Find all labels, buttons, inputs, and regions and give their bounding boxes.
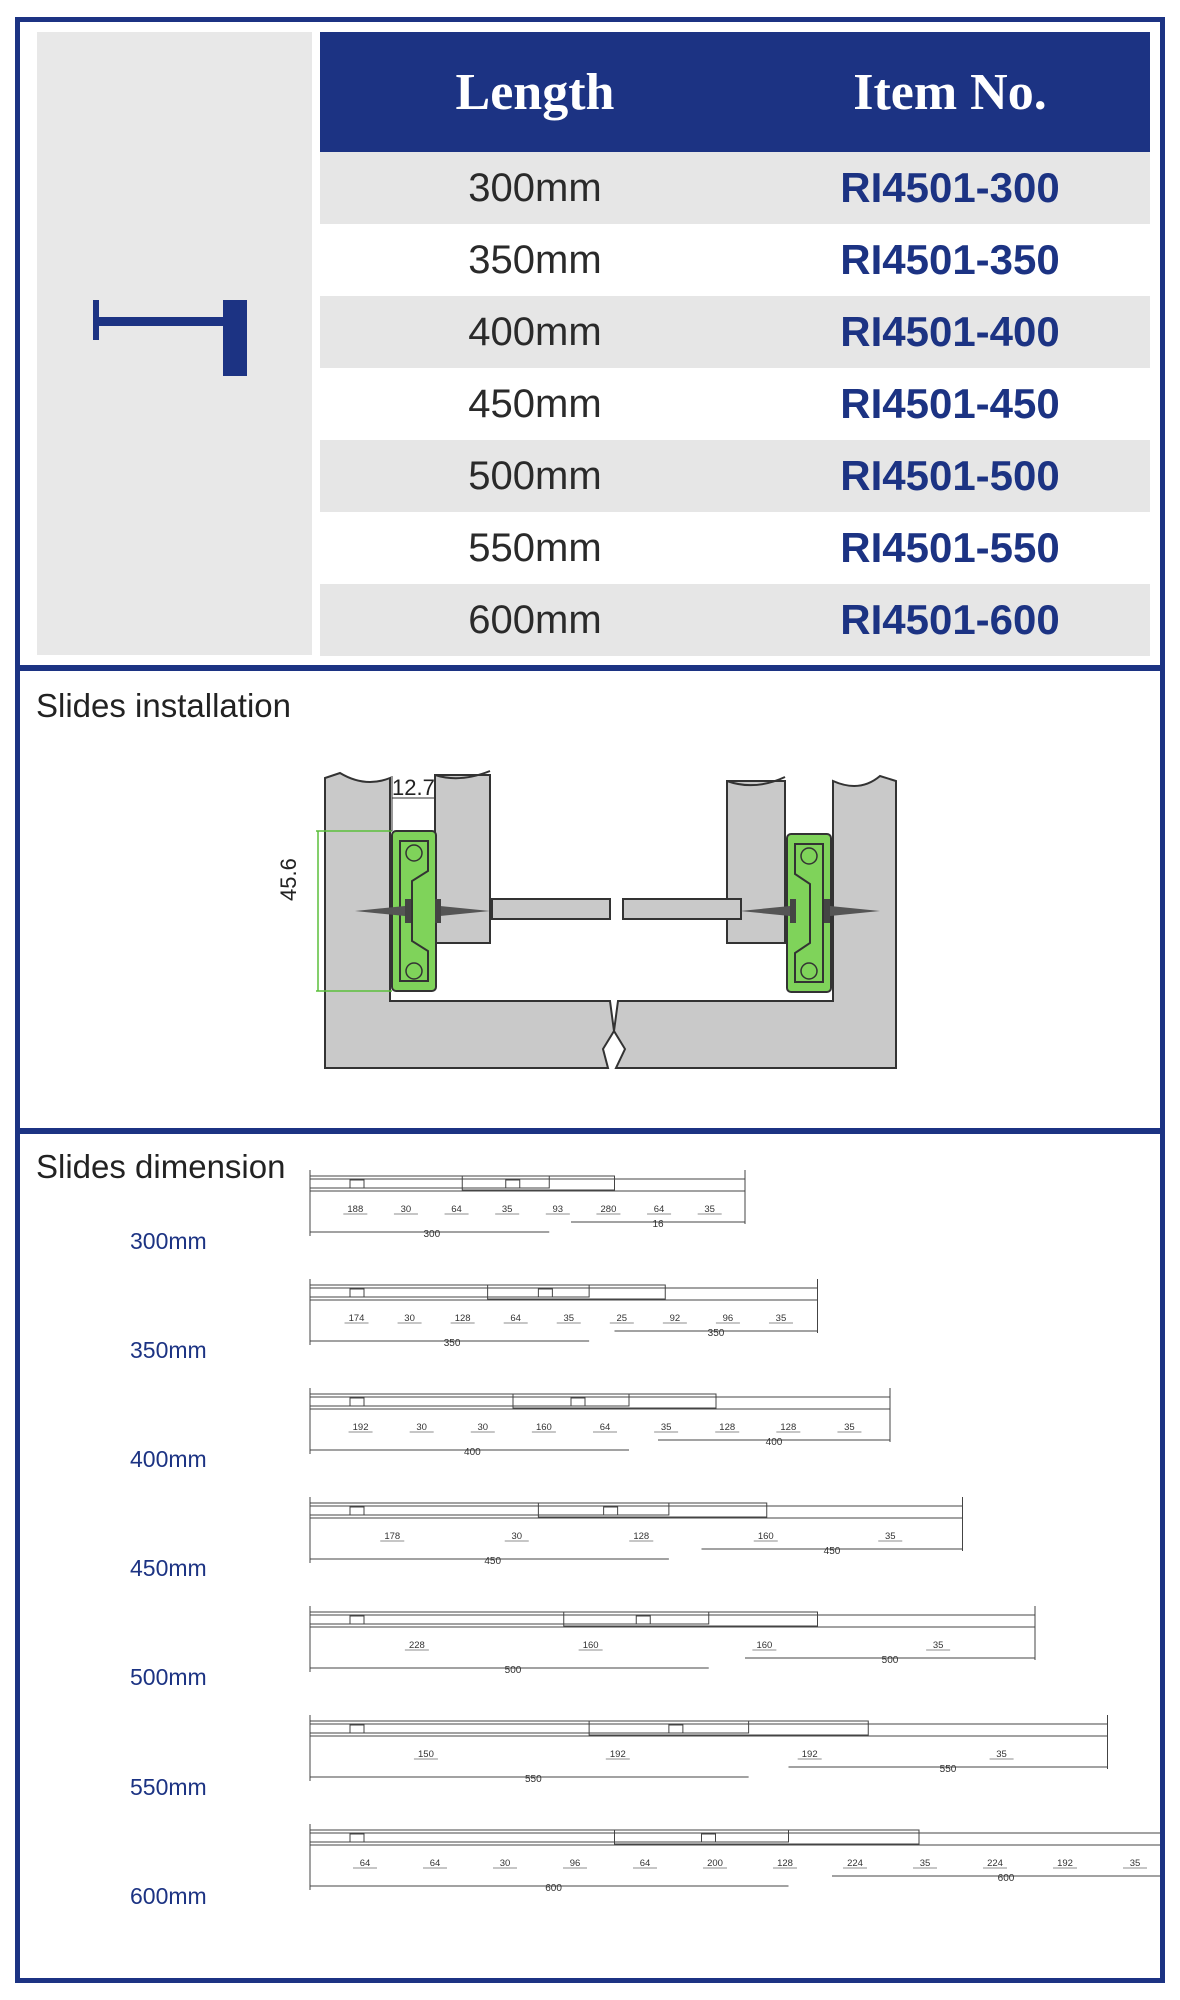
dimension-value-label: 30 bbox=[416, 1422, 427, 1433]
mount-hole bbox=[350, 1398, 364, 1406]
dimension-value-label: 188 bbox=[347, 1204, 364, 1215]
total-length-label: 400 bbox=[464, 1447, 481, 1458]
dimension-value-label: 128 bbox=[454, 1313, 471, 1324]
dimension-value-label: 30 bbox=[400, 1204, 412, 1215]
dimension-section bbox=[20, 1134, 1160, 1978]
dimension-value-label: 160 bbox=[756, 1640, 773, 1651]
dimension-value-label: 35 bbox=[932, 1640, 944, 1651]
dimension-value-label: 92 bbox=[669, 1313, 681, 1324]
table-row bbox=[320, 512, 1150, 584]
dimension-value-label: 96 bbox=[722, 1313, 734, 1324]
item-cell: RI4501-350 bbox=[840, 236, 1060, 283]
table-row bbox=[320, 296, 1150, 368]
item-table bbox=[320, 32, 1150, 656]
extension-length-label: 400 bbox=[765, 1437, 783, 1448]
dimension-value-label: 35 bbox=[884, 1531, 896, 1542]
dimension-value-label: 128 bbox=[719, 1422, 736, 1433]
outer-rail bbox=[310, 1833, 1160, 1845]
dimension-value-label: 35 bbox=[919, 1858, 931, 1869]
slide-length-label: 500mm bbox=[130, 1664, 207, 1690]
extension-length-label: 450 bbox=[823, 1546, 841, 1557]
dimension-value-label: 228 bbox=[408, 1640, 425, 1651]
mount-hole bbox=[350, 1616, 364, 1624]
dimension-value-label: 178 bbox=[384, 1531, 401, 1542]
dimension-value-label: 64 bbox=[359, 1858, 371, 1869]
dimension-value-label: 128 bbox=[777, 1858, 793, 1869]
spec-section bbox=[20, 22, 1160, 665]
dimension-value-label: 128 bbox=[633, 1531, 650, 1542]
total-length-label: 550 bbox=[524, 1774, 542, 1785]
table-row bbox=[320, 224, 1150, 296]
dimension-value-label: 25 bbox=[616, 1313, 628, 1324]
outer-rail bbox=[310, 1506, 963, 1518]
total-length-label: 500 bbox=[504, 1665, 522, 1676]
outer-rail bbox=[310, 1615, 1035, 1627]
dimension-value-label: 30 bbox=[499, 1858, 511, 1869]
mount-hole bbox=[604, 1507, 618, 1515]
slide-profile-icon bbox=[93, 300, 253, 376]
dimension-value-label: 192 bbox=[352, 1422, 369, 1433]
outer-rail bbox=[310, 1179, 745, 1191]
table-row bbox=[320, 152, 1150, 224]
total-length-label: 300 bbox=[423, 1229, 441, 1240]
spec-sheet-frame bbox=[15, 17, 1165, 1983]
height-dimension-label: 45.6 bbox=[276, 858, 301, 901]
dimension-value-label: 174 bbox=[348, 1313, 365, 1324]
dimension-value-label: 35 bbox=[1129, 1858, 1141, 1869]
dimension-value-label: 192 bbox=[1057, 1858, 1073, 1869]
dimension-value-label: 35 bbox=[660, 1422, 672, 1433]
table-row bbox=[320, 368, 1150, 440]
extension-length-label: 16 bbox=[652, 1219, 664, 1230]
slide-length-label: 550mm bbox=[130, 1774, 207, 1800]
mount-hole bbox=[350, 1834, 364, 1842]
dimension-value-label: 64 bbox=[451, 1204, 462, 1215]
inner-rail bbox=[310, 1830, 789, 1842]
dimension-value-label: 224 bbox=[847, 1858, 863, 1869]
installation-diagram bbox=[20, 671, 1160, 1128]
table-row bbox=[320, 440, 1150, 512]
length-cell: 300mm bbox=[468, 165, 602, 210]
item-cell: RI4501-400 bbox=[840, 308, 1060, 355]
table-row bbox=[320, 584, 1150, 656]
slide-length-label: 600mm bbox=[130, 1883, 207, 1909]
item-cell: RI4501-500 bbox=[840, 452, 1060, 499]
dimension-value-label: 35 bbox=[563, 1313, 575, 1324]
mount-hole bbox=[538, 1289, 552, 1297]
item-cell: RI4501-600 bbox=[840, 596, 1060, 643]
extension-length-label: 550 bbox=[939, 1764, 957, 1775]
slide-length-label: 400mm bbox=[130, 1446, 207, 1472]
dimension-value-label: 64 bbox=[639, 1858, 651, 1869]
mount-hole bbox=[350, 1180, 364, 1188]
dimension-value-label: 224 bbox=[987, 1858, 1003, 1869]
dimension-value-label: 160 bbox=[535, 1422, 552, 1433]
dimension-value-label: 35 bbox=[844, 1422, 855, 1433]
dimension-value-label: 64 bbox=[599, 1422, 611, 1433]
mount-hole bbox=[350, 1289, 364, 1297]
header-item-no: Item No. bbox=[853, 63, 1047, 121]
mount-hole bbox=[571, 1398, 585, 1406]
dimension-value-label: 280 bbox=[600, 1204, 617, 1215]
dimension-value-label: 96 bbox=[569, 1858, 581, 1869]
length-cell: 600mm bbox=[468, 597, 602, 642]
dimension-value-label: 64 bbox=[429, 1858, 441, 1869]
length-cell: 400mm bbox=[468, 309, 602, 354]
dimension-value-label: 35 bbox=[704, 1204, 715, 1215]
installation-title: Slides installation bbox=[36, 687, 291, 724]
length-cell: 450mm bbox=[468, 381, 602, 426]
dimension-value-label: 30 bbox=[477, 1422, 489, 1433]
gap-dimension-label: 12.7 bbox=[392, 775, 435, 800]
installation-section bbox=[20, 671, 1160, 1128]
outer-rail bbox=[310, 1724, 1108, 1736]
length-cell: 350mm bbox=[468, 237, 602, 282]
table-header bbox=[320, 32, 1150, 152]
mount-hole bbox=[506, 1180, 520, 1188]
inner-rail bbox=[310, 1176, 549, 1188]
item-cell: RI4501-300 bbox=[840, 164, 1060, 211]
slide-length-label: 450mm bbox=[130, 1555, 207, 1581]
extension-length-label: 500 bbox=[881, 1655, 899, 1666]
length-cell: 550mm bbox=[468, 525, 602, 570]
mount-hole bbox=[702, 1834, 716, 1842]
dimension-value-label: 35 bbox=[501, 1204, 513, 1215]
outer-rail bbox=[310, 1288, 818, 1300]
dimension-value-label: 160 bbox=[757, 1531, 774, 1542]
dimension-value-label: 64 bbox=[653, 1204, 665, 1215]
item-cell: RI4501-550 bbox=[840, 524, 1060, 571]
dimension-value-label: 200 bbox=[707, 1858, 723, 1869]
dimension-value-label: 128 bbox=[780, 1422, 797, 1433]
inner-rail bbox=[310, 1394, 629, 1406]
slide-length-label: 350mm bbox=[130, 1337, 207, 1363]
mount-hole bbox=[350, 1725, 364, 1733]
dimension-value-label: 30 bbox=[404, 1313, 415, 1324]
total-length-label: 600 bbox=[545, 1883, 562, 1894]
extension-length-label: 350 bbox=[707, 1328, 725, 1339]
dimension-value-label: 160 bbox=[582, 1640, 599, 1651]
extension-length-label: 600 bbox=[997, 1873, 1015, 1884]
slide-length-label: 300mm bbox=[130, 1228, 207, 1254]
inner-rail bbox=[310, 1612, 709, 1624]
dimension-title: Slides dimension bbox=[36, 1148, 286, 1185]
item-cell: RI4501-450 bbox=[840, 380, 1060, 427]
dimension-value-label: 93 bbox=[552, 1204, 564, 1215]
mount-hole bbox=[669, 1725, 683, 1733]
header-length: Length bbox=[455, 63, 615, 121]
total-length-label: 450 bbox=[484, 1556, 502, 1567]
inner-rail bbox=[310, 1285, 589, 1297]
dimension-value-label: 30 bbox=[511, 1531, 523, 1542]
mount-hole bbox=[636, 1616, 650, 1624]
outer-rail bbox=[310, 1397, 890, 1409]
dimension-value-label: 35 bbox=[996, 1749, 1007, 1760]
total-length-label: 350 bbox=[443, 1338, 461, 1349]
dimension-value-label: 64 bbox=[510, 1313, 521, 1324]
dimension-value-label: 192 bbox=[609, 1749, 626, 1760]
dimension-value-label: 192 bbox=[801, 1749, 818, 1760]
length-cell: 500mm bbox=[468, 453, 602, 498]
dimension-value-label: 35 bbox=[775, 1313, 787, 1324]
product-icon-panel bbox=[37, 32, 312, 655]
mount-hole bbox=[350, 1507, 364, 1515]
dimension-value-label: 150 bbox=[418, 1749, 434, 1760]
